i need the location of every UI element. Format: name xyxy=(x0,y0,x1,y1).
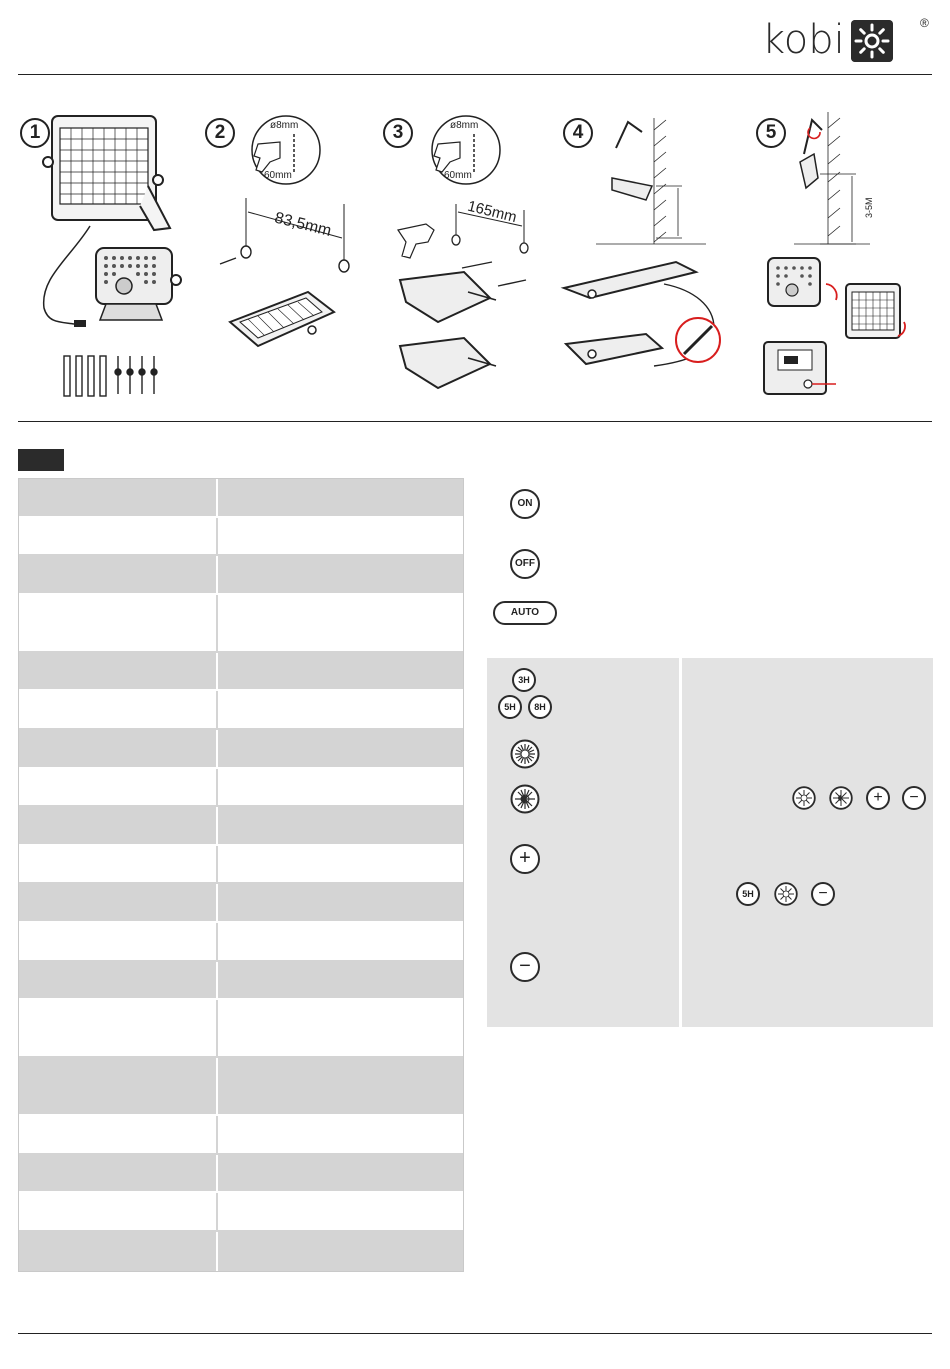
step-5-mount-height: 3-5M xyxy=(864,197,874,218)
off-button-icon: OFF xyxy=(510,549,540,579)
brightness-full-icon xyxy=(510,739,540,769)
brightness-half-icon xyxy=(510,784,540,814)
spec-key-cell xyxy=(19,518,218,555)
inline-brightness-full-icon xyxy=(792,786,816,810)
spec-key-cell xyxy=(19,884,218,921)
spec-value-cell xyxy=(218,1058,463,1114)
spec-row xyxy=(19,1155,463,1194)
timer-5h-icon: 5H xyxy=(498,695,522,719)
remote-panel-divider xyxy=(679,658,682,1027)
step-2-drill-depth: 60mm xyxy=(264,170,292,181)
plus-button-icon: + xyxy=(510,844,540,874)
spec-row xyxy=(19,1058,463,1116)
spec-value-cell xyxy=(218,556,463,593)
on-button-icon: ON xyxy=(510,489,540,519)
step-4-label: 4 xyxy=(563,118,593,148)
spec-key-cell xyxy=(19,1232,218,1271)
step-4-figure xyxy=(556,108,726,378)
step-1-label: 1 xyxy=(20,118,50,148)
spec-table xyxy=(18,478,464,1272)
spec-key-cell xyxy=(19,769,218,806)
brand-logo-text: kobi xyxy=(762,17,845,63)
spec-key-cell xyxy=(19,923,218,960)
sun-logo-icon xyxy=(851,20,893,62)
inline-brightness-half-icon xyxy=(829,786,853,810)
spec-key-cell xyxy=(19,846,218,883)
inline-minus-icon: − xyxy=(902,786,926,810)
spec-row xyxy=(19,846,463,885)
spec-value-cell xyxy=(218,807,463,844)
spec-key-cell xyxy=(19,653,218,690)
spec-row xyxy=(19,923,463,962)
spec-row xyxy=(19,595,463,653)
spec-key-cell xyxy=(19,730,218,767)
spec-value-cell xyxy=(218,1000,463,1056)
step-5-figure xyxy=(760,108,932,398)
spec-value-cell xyxy=(218,1155,463,1192)
registered-mark: ® xyxy=(920,16,929,30)
spec-row xyxy=(19,1193,463,1232)
step-3-hole-spacing: 165mm xyxy=(465,197,519,227)
inline-timer-5h-icon: 5H xyxy=(736,882,760,906)
spec-value-cell xyxy=(218,479,463,516)
spec-key-cell xyxy=(19,1000,218,1056)
step-2-hole-spacing: 83,5mm xyxy=(272,209,333,240)
spec-key-cell xyxy=(19,807,218,844)
inline-brightness-full-icon-2 xyxy=(774,882,798,906)
footer-divider xyxy=(18,1333,932,1334)
step-3-label: 3 xyxy=(383,118,413,148)
spec-row xyxy=(19,556,463,595)
spec-row xyxy=(19,962,463,1001)
spec-row xyxy=(19,730,463,769)
spec-key-cell xyxy=(19,1058,218,1114)
spec-value-cell xyxy=(218,595,463,651)
inline-minus-icon-2: − xyxy=(811,882,835,906)
step-3-figure xyxy=(394,112,534,402)
spec-value-cell xyxy=(218,884,463,921)
spec-row xyxy=(19,769,463,808)
step-2-figure xyxy=(218,112,368,382)
spec-row xyxy=(19,653,463,692)
spec-value-cell xyxy=(218,1232,463,1271)
step-1-figure xyxy=(30,108,200,408)
spec-value-cell xyxy=(218,1193,463,1230)
spec-value-cell xyxy=(218,769,463,806)
figures-divider xyxy=(18,421,932,422)
spec-key-cell xyxy=(19,962,218,999)
step-2-drill-diameter: ø8mm xyxy=(270,120,299,131)
spec-row xyxy=(19,518,463,557)
auto-button-icon: AUTO xyxy=(493,601,557,625)
spec-value-cell xyxy=(218,653,463,690)
spec-row xyxy=(19,884,463,923)
spec-value-cell xyxy=(218,846,463,883)
spec-value-cell xyxy=(218,1116,463,1153)
spec-value-cell xyxy=(218,518,463,555)
spec-key-cell xyxy=(19,556,218,593)
spec-key-cell xyxy=(19,1155,218,1192)
spec-key-cell xyxy=(19,1116,218,1153)
brand-logo xyxy=(762,16,893,64)
spec-value-cell xyxy=(218,923,463,960)
timer-8h-icon: 8H xyxy=(528,695,552,719)
step-2-label: 2 xyxy=(205,118,235,148)
step-3-drill-diameter: ø8mm xyxy=(450,120,479,131)
spec-key-cell xyxy=(19,1193,218,1230)
step-5-label: 5 xyxy=(756,118,786,148)
spec-key-cell xyxy=(19,595,218,651)
spec-key-cell xyxy=(19,691,218,728)
spec-value-cell xyxy=(218,691,463,728)
remote-functions-panel xyxy=(487,658,933,1027)
spec-row xyxy=(19,1116,463,1155)
spec-row xyxy=(19,691,463,730)
header-divider xyxy=(18,74,932,75)
spec-row xyxy=(19,807,463,846)
spec-row xyxy=(19,479,463,518)
spec-row xyxy=(19,1232,463,1271)
spec-row xyxy=(19,1000,463,1058)
section-tag xyxy=(18,449,64,471)
minus-button-icon: − xyxy=(510,952,540,982)
spec-value-cell xyxy=(218,730,463,767)
inline-plus-icon: + xyxy=(866,786,890,810)
timer-3h-icon: 3H xyxy=(512,668,536,692)
spec-key-cell xyxy=(19,479,218,516)
step-3-drill-depth: 60mm xyxy=(444,170,472,181)
spec-value-cell xyxy=(218,962,463,999)
